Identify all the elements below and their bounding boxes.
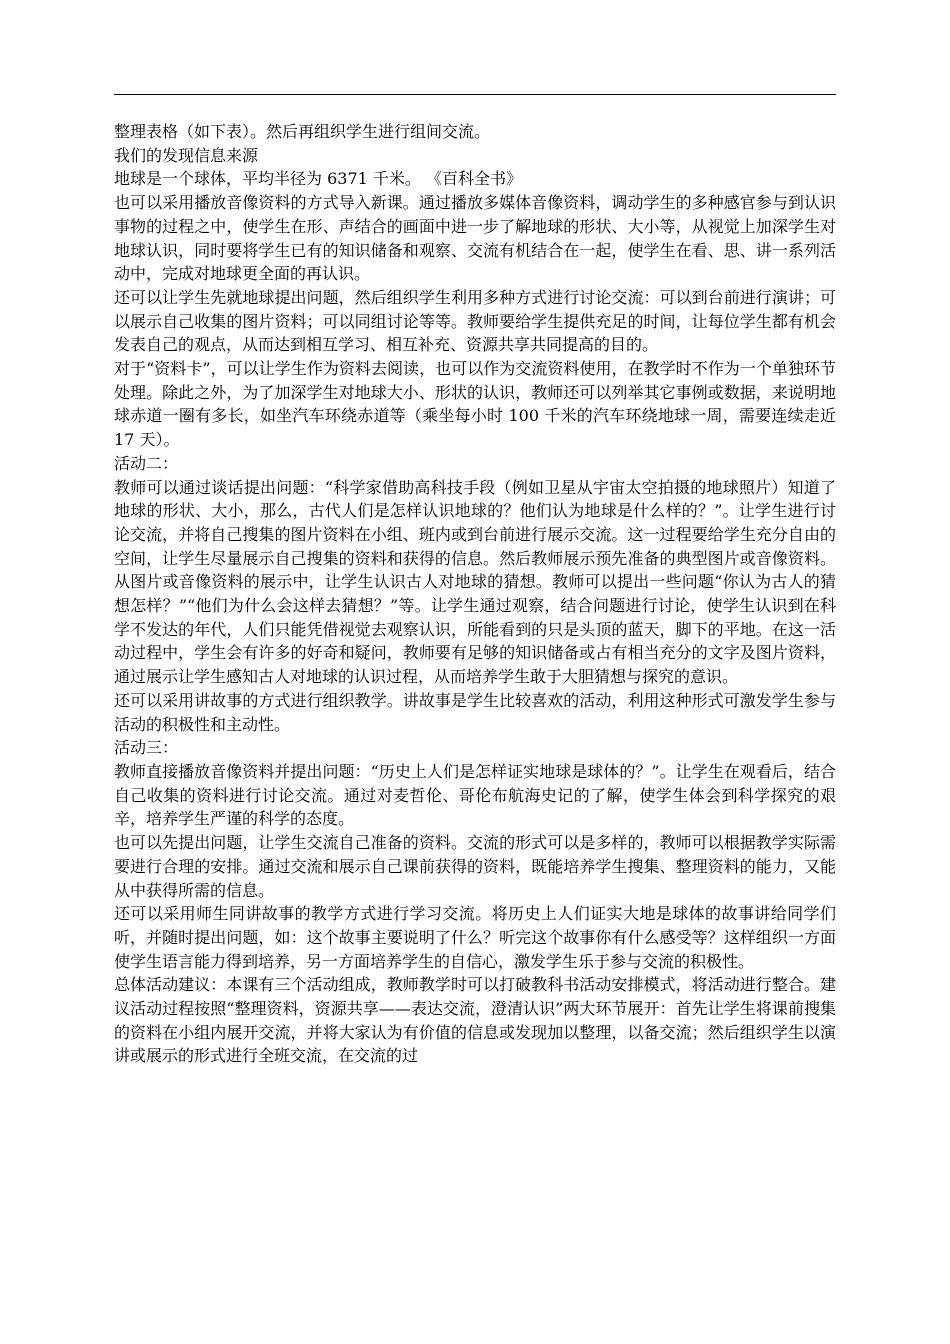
header-rule xyxy=(114,94,836,95)
paragraph-media-intro: 也可以采用播放音像资料的方式导入新课。通过播放多媒体音像资料，调动学生的多种感官参与到认识事物的过程之中，使学生在形、声结合的画面中进一步了解地球的形状、大小等，从视觉上加深学生对地球认识，同时要将学生已有的知识储备和观察、交流有机结合在一起，使学生在看、思、讲一系列活动中，完成对地球更全面的再认识。 xyxy=(114,193,836,284)
activity-three-heading: 活动三： xyxy=(114,738,179,758)
table-row-line: 地球是一个球体，平均半径为 6371 千米。 《百科全书》 xyxy=(114,169,522,189)
paragraph-discussion: 还可以让学生先就地球提出问题，然后组织学生利用多种方式进行讨论交流：可以到台前进行演讲；可以展示自己收集的图片资料；可以同组讨论等等。教师要给学生提供充足的时间，让每位学生都有机会发表自己的观点，从而达到相互学习、相互补充、资源共享共同提高的目的。 xyxy=(114,287,836,355)
paragraph-exchange: 也可以先提出问题，让学生交流自己准备的资料。交流的形式可以是多样的，教师可以根据教学实际需要进行合理的安排。通过交流和展示自己课前获得的资料，既能培养学生搜集、整理资料的能力，又能从中获得所需的信息。 xyxy=(114,833,836,900)
activity-two-heading: 活动二： xyxy=(114,453,179,473)
paragraph-story-exchange: 还可以采用师生同讲故事的教学方式进行学习交流。将历史上人们证实大地是球体的故事讲给同学们听，并随时提出问题，如：这个故事主要说明了什么？听完这个故事你有什么感受等？这样组织一方面使学生语言能力得到培养，另一方面培养学生的自信心，激发学生乐于参与交流的积极性。 xyxy=(114,904,836,971)
table-header-line: 我们的发现信息来源 xyxy=(114,145,259,165)
paragraph-activity-two: 教师可以通过谈话提出问题：“科学家借助高科技手段（例如卫星从宇宙太空拍摄的地球照片）知道了地球的形状、大小，那么，古代人们是怎样认识地球的？他们认为地球是什么样的？”。让学生进行讨论交流，并将自己搜集的图片资料在小组、班内或到台前进行展示交流。这一过程要给学生充分自由的空间，让学生尽量展示自己搜集的资料和获得的信息。然后教师展示预先准备的典型图片或音像资料。从图片或音像资料的展示中，让学生认识古人对地球的猜想。教师可以提出一些问题“你认为古人的猜想怎样？”“他们为什么会这样去猜想？”等。让学生通过观察，结合问题进行讨论，使学生认识到在科学不发达的年代，人们只能凭借视觉去观察认识，所能看到的只是头顶的蓝天，脚下的平地。在这一活动过程中，学生会有许多的好奇和疑问，教师要有足够的知识储备或占有相当充分的文字及图片资料，通过展示让学生感知古人对地球的认识过程，从而培养学生敢于大胆猜想与探究的意识。 xyxy=(114,477,836,687)
document-body xyxy=(114,120,836,1068)
paragraph-overall-suggestion: 总体活动建议：本课有三个活动组成，教师教学时可以打破教科书活动安排模式，将活动进行整合。建议活动过程按照“整理资料，资源共享——表达交流，澄清认识”两大环节展开：首先让学生将课前搜集的资料在小组内展开交流，并将大家认为有价值的信息或发现加以整理，以备交流；然后组织学生以演讲或展示的形式进行全班交流，在交流的过 xyxy=(114,975,836,1066)
paragraph-storytelling: 还可以采用讲故事的方式进行组织教学。讲故事是学生比较喜欢的活动，利用这种形式可激发学生参与活动的积极性和主动性。 xyxy=(114,690,836,734)
paragraph-table-intro: 整理表格（如下表）。然后再组织学生进行组间交流。 xyxy=(114,122,491,141)
paragraph-data-card: 对于“资料卡”，可以让学生作为资料去阅读，也可以作为交流资料使用，在教学时不作为一个单独环节处理。除此之外，为了加深学生对地球大小、形状的认识，教师还可以列举其它事例或数据，来说明地球赤道一圈有多长，如坐汽车环绕赤道等（乘坐每小时 100 千米的汽车环绕地球一周，需要连续走近 17 天）。 xyxy=(114,359,836,450)
paragraph-activity-three: 教师直接播放音像资料并提出问题：“历史上人们是怎样证实地球是球体的？”。让学生在观看后，结合自己收集的资料进行讨论交流。通过对麦哲伦、哥伦布航海史记的了解，使学生体会到科学探究的艰辛，培养学生严谨的科学的态度。 xyxy=(114,761,836,829)
